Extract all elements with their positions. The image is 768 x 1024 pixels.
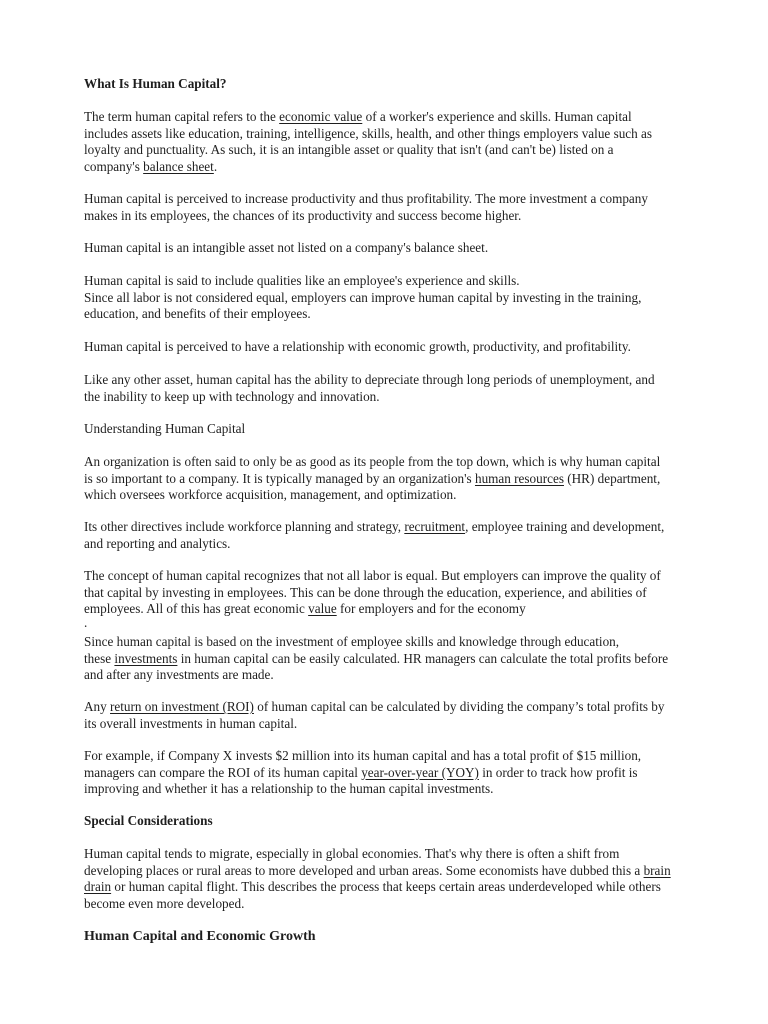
paragraph-migration: Human capital tends to migrate, especially in global economies. That's why there is often a shift from developing places or rural areas to more developed and urban areas. Some economists have dubbed this a brain drain or human capital flight. This describes the process that keeps certain areas underdeveloped while others become even more developed. [84, 846, 671, 911]
roi-link[interactable]: return on investment (ROI) [110, 699, 254, 714]
paragraph-example: For example, if Company X invests $2 million into its human capital and has a total profit of $15 million, managers can compare the ROI of its human capital year-over-year (YOY) in order to track how profit is improving and whether it has a relationship to the human capital investments. [84, 748, 642, 796]
paragraph-depreciation: Like any other asset, human capital has the ability to depreciate through long periods of unemployment, and the inability to keep up with technology and innovation. [84, 372, 655, 404]
paragraph-qualities: Human capital is said to include qualities like an employee's experience and skills. Since all labor is not considered equal, employers can improve human capital by investing in the training, education, and benefits of their employees. [84, 273, 642, 321]
heading-economic-growth: Human Capital and Economic Growth [84, 929, 316, 944]
human-resources-link[interactable]: human resources [474, 470, 564, 486]
investments-link[interactable]: investments [114, 650, 178, 666]
paragraph-investments: Since human capital is based on the investment of employee skills and knowledge through education, these investments in human capital can be easily calculated. HR managers can calculate the total profits before and after any investments are made. [84, 634, 669, 682]
paragraph-concept: The concept of human capital recognizes that not all labor is equal. But employers can improve the quality of that capital by investing in employees. This can be done through the education, experience, and abilities of employees. All of this has great economic value for employers and for the economy [84, 568, 661, 616]
recruitment-link[interactable]: recruitment [404, 519, 466, 534]
stray-period: . [84, 615, 88, 630]
paragraph-directives: Its other directives include workforce planning and strategy, recruitment, employee training and development, and reporting and analytics. [84, 519, 665, 551]
page-title: What Is Human Capital? [84, 76, 227, 91]
paragraph-intangible: Human capital is an intangible asset not listed on a company's balance sheet. [84, 240, 489, 255]
paragraph-growth-relationship: Human capital is perceived to have a relationship with economic growth, productivity, and profitability. [84, 339, 631, 354]
brain-drain-link[interactable]: brain [643, 862, 671, 878]
paragraph-definition: The term human capital refers to the economic value of a worker's experience and skills. Human capital includes assets like education, training, intelligence, skills, health, and other things employers value such as loyalty and punctuality. As such, it is an intangible asset or quality that isn't (and can't be) listed on a company's balance sheet. [84, 109, 653, 174]
balance-sheet-link[interactable]: balance sheet [143, 158, 214, 174]
paragraph-productivity: Human capital is perceived to increase productivity and thus profitability. The more investment a company makes in its employees, the chances of its productivity and success become higher. [84, 191, 648, 223]
document-page [84, 0, 704, 1024]
economic-value-link[interactable]: economic value [279, 109, 363, 124]
heading-special-considerations: Special Considerations [84, 813, 213, 828]
paragraph-roi: Any return on investment (ROI) of human capital can be calculated by dividing the company’s total profits by its overall investments in human capital. [84, 699, 665, 731]
paragraph-organization: An organization is often said to only be as good as its people from the top down, which is why human capital is so important to a company. It is typically managed by an organization's human resources (HR) department, which oversees workforce acquisition, management, and optimization. [84, 454, 661, 502]
value-link[interactable]: value [308, 601, 337, 616]
yoy-link[interactable]: year-over-year (YOY) [361, 764, 479, 780]
brain-drain-link-continued[interactable]: drain [84, 879, 112, 894]
subheading-understanding: Understanding Human Capital [84, 421, 246, 436]
